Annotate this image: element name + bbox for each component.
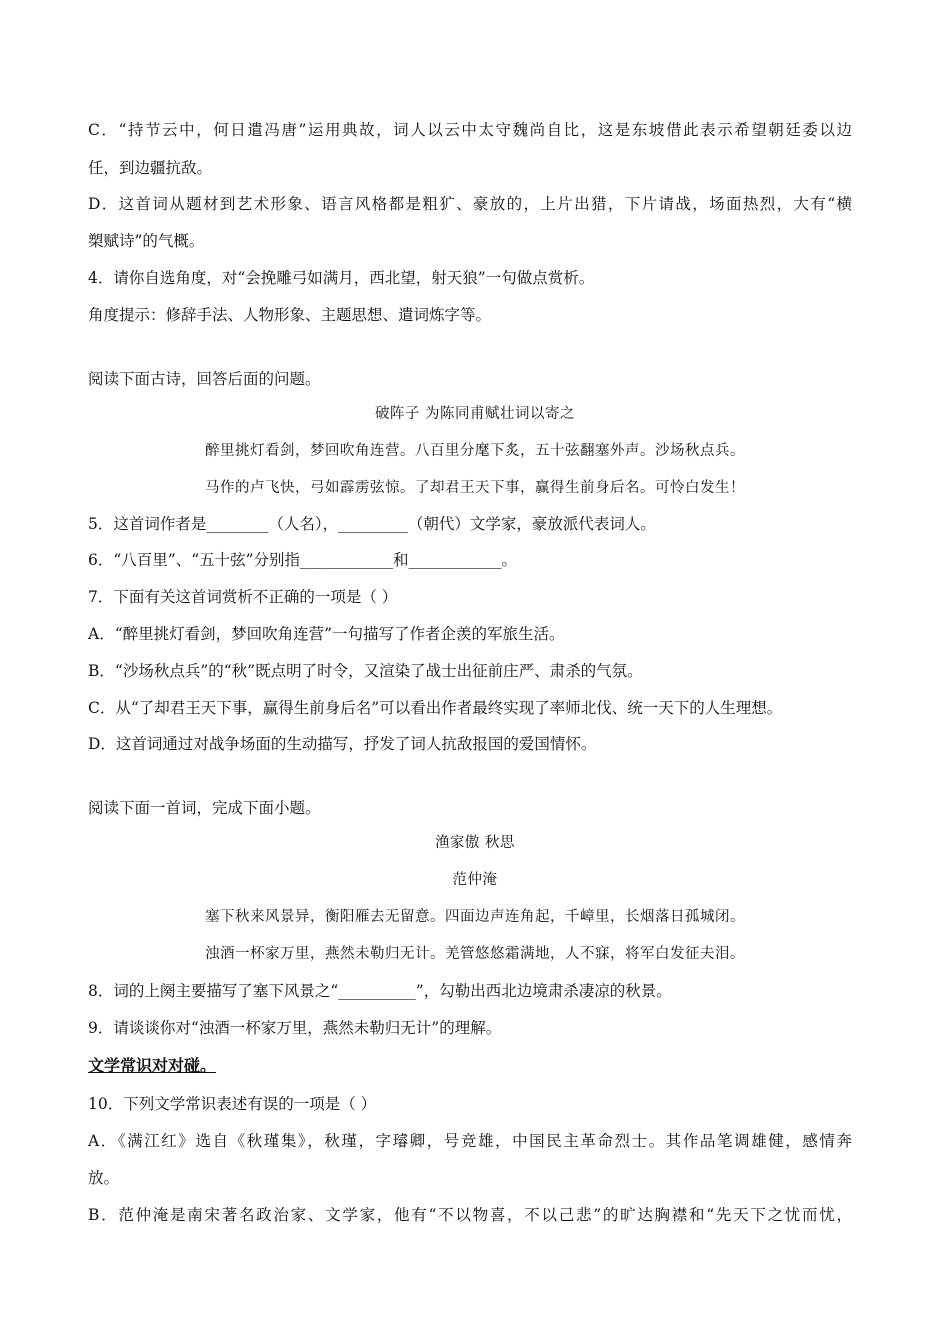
question-10-option-b-line-1: B．范仲淹是南宋著名政治家、文学家，他有“不以物喜，不以己悲”的旷达胸襟和“先天下之忧而忧， — [88, 1206, 852, 1224]
question-4: 4．请你自选角度，对“会挽雕弓如满月，西北望，射天狼”一句做点赏析。 — [88, 269, 595, 287]
poem-2-line-1: 醉里挑灯看剑，梦回吹角连营。八百里分麾下炙，五十弦翻塞外声。沙场秋点兵。 — [205, 443, 745, 459]
question-6: 6．“八百里”、“五十弦”分别指____________和____________。 — [88, 551, 518, 569]
option-c-line-1: C．“持节云中，何日遣冯唐”运用典故，词人以云中太守魏尚自比，这是东坡借此表示希望朝廷委以边 — [88, 121, 852, 139]
poem-2-line-2: 马作的卢飞快，弓如霹雳弦惊。了却君王天下事，赢得生前身后名。可怜白发生！ — [205, 480, 745, 496]
poem-3-author: 范仲淹 — [452, 872, 498, 888]
question-10-option-a-line-2: 放。 — [88, 1169, 120, 1187]
section-heading: 文学常识对对碰。 — [88, 1056, 217, 1075]
question-5: 5．这首词作者是________（人名），_________（朝代）文学家，豪放派代表词人。 — [88, 515, 656, 533]
option-d-line-1: D．这首词从题材到艺术形象、语言风格都是粗犷、豪放的，上片出猎，下片请战，场面热烈，大有“横 — [88, 195, 852, 213]
question-7-option-b: B．“沙场秋点兵”的“秋”既点明了时令，又渲染了战士出征前庄严、肃杀的气氛。 — [88, 662, 643, 680]
question-7-option-c: C．从“了却君王天下事，赢得生前身后名”可以看出作者最终实现了率师北伐、统一天下的人生理想。 — [88, 699, 783, 717]
question-4-hint: 角度提示：修辞手法、人物形象、主题思想、遣词炼字等。 — [88, 306, 492, 324]
reading-intro-3: 阅读下面一首词，完成下面小题。 — [88, 799, 321, 817]
poem-2-title: 破阵子 为陈同甫赋壮词以寄之 — [374, 406, 576, 422]
question-9: 9．请谈谈你对“浊酒一杯家万里，燕然未勒归无计”的理解。 — [88, 1019, 502, 1037]
poem-3-line-2: 浊酒一杯家万里，燕然未勒归无计。羌管悠悠霜满地，人不寐，将军白发征夫泪。 — [205, 946, 745, 962]
question-7-option-a: A．“醉里挑灯看剑，梦回吹角连营”一句描写了作者企羡的军旅生活。 — [88, 625, 565, 643]
question-7: 7．下面有关这首词赏析不正确的一项是（ ） — [88, 588, 398, 606]
reading-intro-2: 阅读下面古诗，回答后面的问题。 — [88, 370, 321, 388]
option-d-line-2: 槊赋诗”的气概。 — [88, 232, 205, 250]
question-8: 8．词的上阕主要描写了塞下风景之“__________”，勾勒出西北边境肃杀凄凉的秋景。 — [88, 982, 672, 1000]
option-c-line-2: 任，到边疆抗敌。 — [88, 159, 213, 177]
question-7-option-d: D．这首词通过对战争场面的生动描写，抒发了词人抗敌报国的爱国情怀。 — [88, 735, 597, 753]
poem-3-title: 渔家傲 秋思 — [434, 835, 516, 851]
question-10: 10．下列文学常识表述有误的一项是（ ） — [88, 1095, 377, 1113]
question-10-option-a-line-1: A．《满江红》选自《秋瑾集》，秋瑾，字璿卿，号竞雄，中国民主革命烈士。其作品笔调雄健，感情奔 — [88, 1132, 852, 1150]
poem-3-line-1: 塞下秋来风景异，衡阳雁去无留意。四面边声连角起，千嶂里，长烟落日孤城闭。 — [205, 909, 745, 925]
